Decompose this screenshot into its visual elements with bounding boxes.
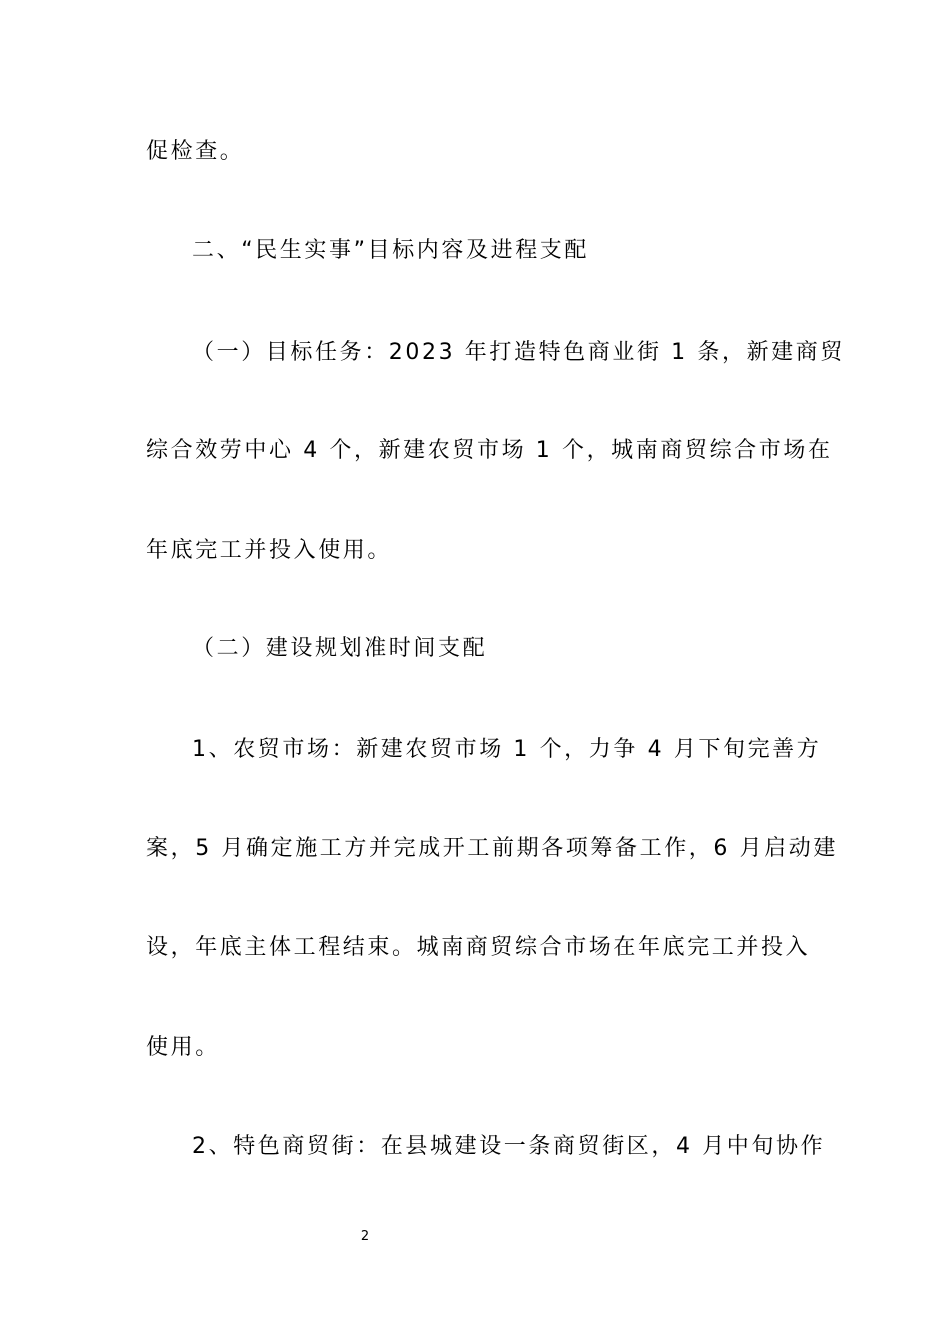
paragraph-market-line-4: 使用。 <box>146 1035 220 1060</box>
paragraph-market-line-1: 1、农贸市场：新建农贸市场 1 个，力争 4 月下旬完善方 <box>192 737 822 762</box>
paragraph-market-line-2: 案，5 月确定施工方并完成开工前期各项筹备工作，6 月启动建 <box>146 836 838 861</box>
paragraph-market-line-3: 设，年底主体工程结束。城南商贸综合市场在年底完工并投入 <box>146 935 811 960</box>
page-number: 2 <box>360 1229 370 1244</box>
paragraph-target-task-line-2: 综合效劳中心 4 个，新建农贸市场 1 个，城南商贸综合市场在 <box>146 438 833 463</box>
paragraph-target-task-line-1: （一）目标任务：2023 年打造特色商业街 1 条，新建商贸 <box>192 340 845 365</box>
paragraph-target-task-line-3: 年底完工并投入使用。 <box>146 538 393 563</box>
subsection-heading-schedule: （二）建设规划准时间支配 <box>192 636 488 661</box>
section-heading-2: 二、“民生实事”目标内容及进程支配 <box>192 238 589 263</box>
paragraph-street-line-1: 2、特色商贸街：在县城建设一条商贸街区，4 月中旬协作 <box>192 1134 826 1159</box>
text-line-continuation: 促检查。 <box>146 139 245 164</box>
